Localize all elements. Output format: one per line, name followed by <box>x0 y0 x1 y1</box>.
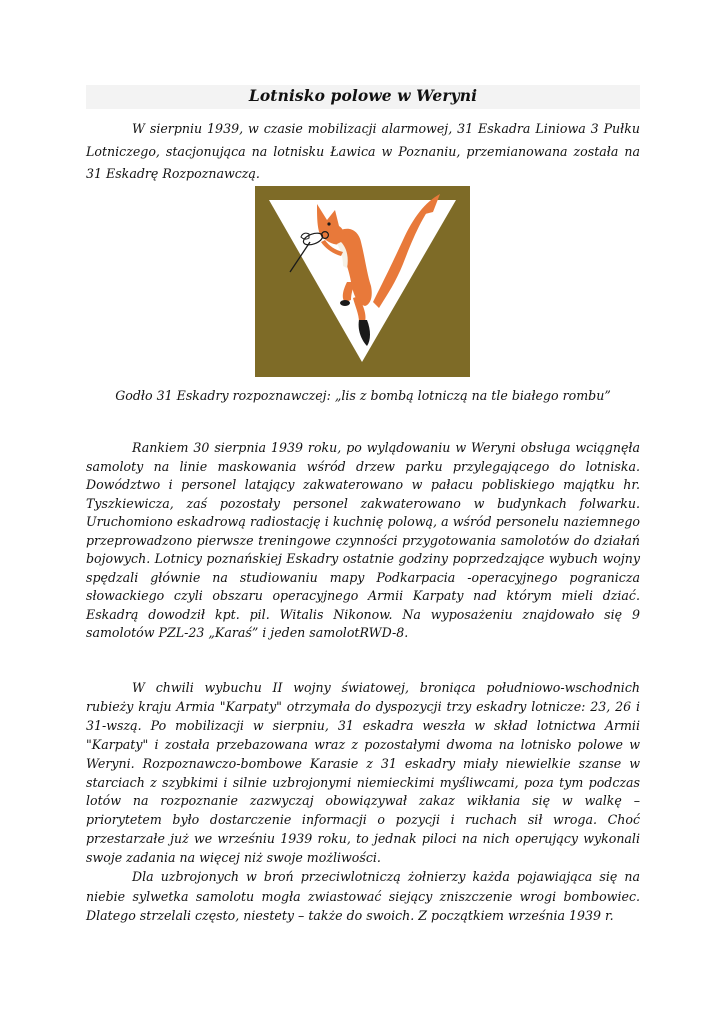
paragraph-4 <box>86 867 640 926</box>
paragraph-4-text: Dla uzbrojonych w broń przeciwlotniczą żołnierzy każda pojawiająca się na niebie sylwetka samolotu mogła zwiastować siejący zniszczenie wrogi bombowiec. Dlatego strzelali często, niestety – także do swoich. Z początkiem września 1939 r. <box>86 869 640 923</box>
paragraph-1 <box>86 118 640 186</box>
page-title: Lotnisko polowe w Weryni <box>248 86 478 105</box>
paragraph-1-text: W sierpniu 1939, w czasie mobilizacji alarmowej, 31 Eskadra Liniowa 3 Pułku Lotniczego, stacjonująca na lotnisku Ławica w Poznaniu, przemianowana została na 31 Eskadrę Rozpoznawczą. <box>86 121 640 182</box>
paragraph-2-text: Rankiem 30 sierpnia 1939 roku, po wylądowaniu w Weryni obsługa wciągnęła samoloty na linie maskowania wśród drzew parku przylegającego do lotniska. Dowództwo i personel latający zakwaterowano w pałacu pobliskiego majątku hr. Tyszkiewicza, zaś pozostały personel zakwaterowano w budynkach folwarku. Uruchomiono eskadrową radiostację i kuchnię polową, a wśród personelu naziemnego przeprowadzono pierwsze treningowe czynności przygotowania samolotów do działań bojowych. Lotnicy poznańskiej Eskadry ostatnie godziny poprzedzające wybuch wojny spędzali głównie na studiowaniu mapy Podkarpacia -operacyjnego pogranicza słowackiego czyli obszaru operacyjnego Armii Karpaty nad którym mieli dziać. Eskadrą dowodził kpt. pil. Witalis Nikonow. Na wyposażeniu znajdowało się 9 samolotów PZL-23 „Karaś” i jeden samolotRWD-8. <box>86 440 640 640</box>
paragraph-3-text: W chwili wybuchu II wojny światowej, broniąca południowo-wschodnich rubieży kraju Armia "Karpaty" otrzymała do dyspozycji trzy eskadry lotnicze: 23, 26 i 31-wszą. Po mobilizacji w sierpniu, 31 eskadra weszła w skład lotnictwa Armii "Karpaty" i została przebazowana wraz z pozostałymi dwoma na lotnisko polowe w Weryni. Rozpoznawczo-bombowe Karasie z 31 eskadry miały niewielkie szanse w starciach z szybkimi i silnie uzbrojonymi niemieckimi myśliwcami, poza tym podczas lotów na rozpoznanie zazwyczaj obowiązywał zakaz wikłania się w walkę – priorytetem było dostarczenie informacji o pozycji i ruchach sił wroga. Choć przestarzałe już we wrześniu 1939 roku, to jednak piloci na nich operujący wykonali swoje zadania na więcej niż swoje możliwości. <box>86 680 640 866</box>
squadron-emblem-image <box>255 186 470 377</box>
paragraph-2 <box>86 439 640 643</box>
emblem-caption: Godło 31 Eskadry rozpoznawczej: „lis z bombą lotniczą na tle białego rombu” <box>115 388 611 403</box>
paragraph-3 <box>86 679 640 868</box>
